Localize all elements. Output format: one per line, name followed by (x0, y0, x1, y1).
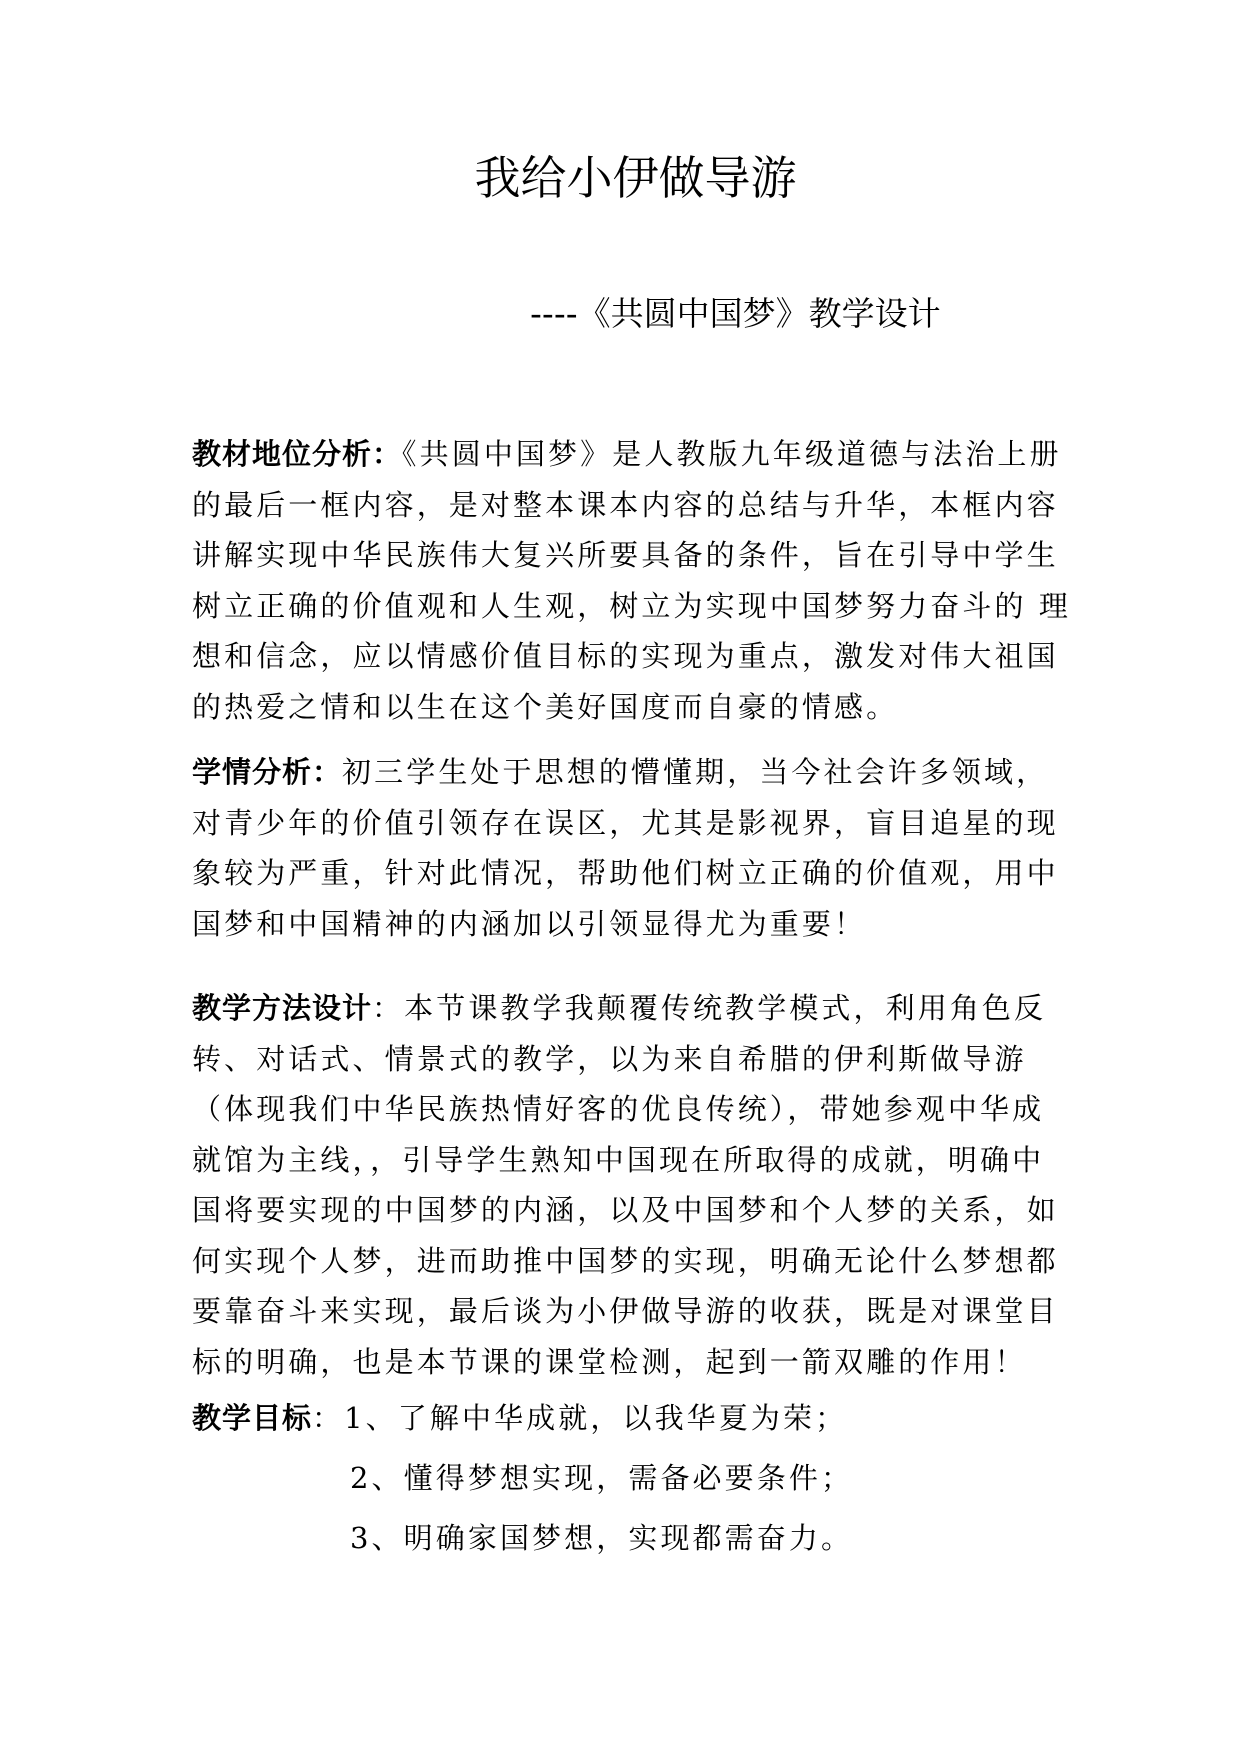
section-text: ：本节课教学我颠覆传统教学模式，利用角色反转、对话式、情景式的教学，以为来自希腊的伊利斯做导游（体现我们中华民族热情好客的优良传统），带她参观中华成就馆为主线，，引导学生熟知中国现在所取得的成就，明确中国将要实现的中国梦的内涵，以及中国梦和个人梦的关系，如何实现个人梦，进而助推中国梦的实现，明确无论什么梦想都要靠奋斗来实现，最后谈为小伊做导游的收获，既是对课堂目标的明确，也是本节课的课堂检测，起到一箭双雕的作用！ (192, 991, 1059, 1379)
section-label: 学情分析： (192, 755, 343, 789)
section-label: 教学方法设计 (192, 991, 373, 1025)
document-subtitle: ----《共圆中国梦》教学设计 (530, 294, 941, 333)
section-teaching-method (192, 983, 1072, 1387)
section-text: 《共圆中国梦》是人教版九年级道德与法治上册的最后一框内容，是对整本课本内容的总结与升华，本框内容讲解实现中华民族伟大复兴所要具备的条件，旨在引导中学生树立正确的价值观和人生观，树立为实现中国梦努力奋斗的 理想和信念，应以情感价值目标的实现为重点，激发对伟大祖国的热爱之情和以生在这个美好国度而自豪的情感。 (192, 437, 1072, 724)
section-teaching-goals (192, 1393, 1092, 1573)
document-title: 我给小伊做导游 (474, 151, 797, 205)
section-student-analysis (192, 747, 1072, 949)
goal-item (192, 1393, 1092, 1453)
section-textbook-position (192, 429, 1072, 732)
section-label: 教学目标 (192, 1401, 313, 1435)
goals-colon: ： (312, 1401, 345, 1435)
goal-text: 1、了解中华成就，以我华夏为荣； (344, 1401, 848, 1435)
goal-text: 3、明确家国梦想，实现都需奋力。 (350, 1521, 854, 1555)
section-text: 初三学生处于思想的懵懂期，当今社会许多领域，对青少年的价值引领存在误区，尤其是影视界，盲目追星的现象较为严重，针对此情况，帮助他们树立正确的价值观，用中国梦和中国精神的内涵加以引领显得尤为重要！ (192, 755, 1059, 941)
goal-item (192, 1453, 1092, 1513)
section-label: 教材地位分析： (192, 437, 403, 471)
goal-item (192, 1513, 1092, 1573)
goal-text: 2、懂得梦想实现，需备必要条件； (350, 1461, 854, 1495)
